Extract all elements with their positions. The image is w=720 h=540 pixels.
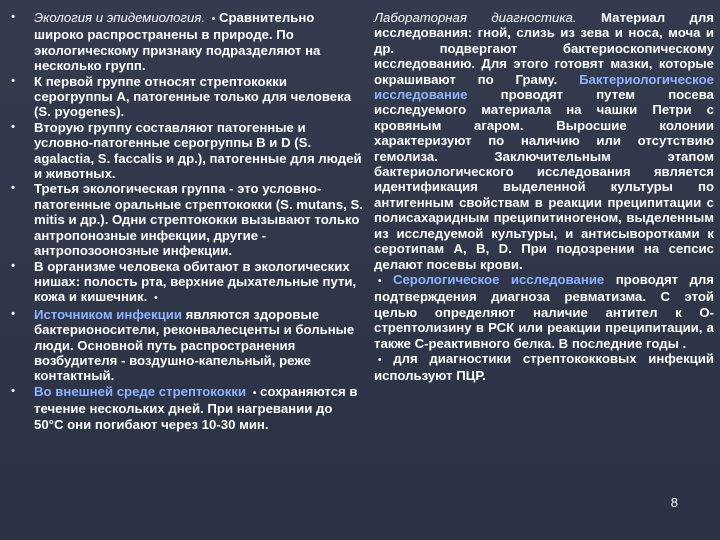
highlight-text: Серологическое исследование [392,271,605,287]
right-column [374,10,714,384]
page-number: 8 [670,495,678,510]
bullet-icon: • [11,120,15,133]
bullet-icon: • [11,384,15,397]
bullet-icon: • [11,259,15,272]
body-text: проводят для подтверждения диагноза ревматизма. С этой целью определяют наличие антител к О-стрептолизину в РСК или реакции преципитации, а также С-реактивного белка. В последние годы . [374,271,714,351]
paragraph [374,10,714,272]
body-text: К первой группе относят стрептококки серогруппы А, патогенные только для человека (S. pyogenes). [34,73,352,120]
bullet-icon: • [11,11,15,23]
bullet-icon: • [11,307,15,320]
body-text: В организме человека обитают в экологических нишах: полость рта, верхние дыхательные пути, кожа и кишечник. [34,258,357,305]
bullet-icon: • [151,293,158,305]
body-text: для диагностики стрептококковых инфекций используют ПЦР. [374,350,714,384]
highlight-text: Бактериологическое исследование [374,71,714,103]
section-heading: Экология и эпидемиология. [34,10,206,25]
body-text: сохраняются в течение нескольких дней. При нагревании до 50°С они погибают через 10-30 мин. [34,383,358,432]
bullet-icon: • [250,387,257,399]
list-item [8,259,363,307]
section-heading: Лабораторная диагностика. [374,10,577,25]
bullet-icon: • [378,354,382,366]
highlight-text: Во внешней среде стрептококки [34,383,247,399]
list-item [8,307,363,384]
list-item [8,181,363,258]
highlight-text: Источником инфекции [34,306,182,322]
list-item [8,10,363,74]
body-text: Третья экологическая группа - это условно-патогенные оральные стрептококки (S. mutans, S. mitis и др.). Одни стрептококки вызывают только антропонозные инфекции, другие - антропозоонозные инфекции. [34,181,363,259]
body-text: Сравнительно широко распространены в природе. По экологическому признаку подразделяют на несколько групп. [34,10,321,74]
list-item [8,74,363,120]
bullet-icon: • [209,14,216,25]
body-text [382,272,393,287]
body-text: являются здоровые бактерионосители, реконвалесценты и больные люди. Основной путь распространения возбудителя - воздушно-капельный, реже контактный. [34,306,355,384]
paragraph [374,351,714,384]
paragraph [374,272,714,351]
bullet-icon: • [378,275,382,287]
body-text: Вторую группу составляют патогенные и условно-патогенные серогруппы В и D (S. agalactia, S. faccalis и др.), патогенные для людей и животных. [34,119,362,182]
bullet-icon: • [11,74,15,87]
list-item [8,120,363,182]
bullet-icon: • [11,182,15,195]
body-text: проводят путем посева исследуемого материала на чашки Петри с кровяным агаром. Выросшие колонии характеризуют по наличию или отсутствию гемолиза. Заключительным этапом бактериологического исследования является идентификация выделенной культуры по антигенным свойствам в реакции преципитации с полисахаридным преципитиногеном, выделенным из исследуемой культуры, и антисыворотками к серотипам А, В, D. При подозрении на сепсис делают посевы крови. [374,87,714,272]
body-text: Материал для исследования: гной, слизь из зева и носа, моча и др. подвергают бактериоскопическому исследованию. Для этого готовят мазки, которые окрашивают по Граму. [374,10,715,87]
list-item [8,384,363,432]
left-column [8,10,363,432]
